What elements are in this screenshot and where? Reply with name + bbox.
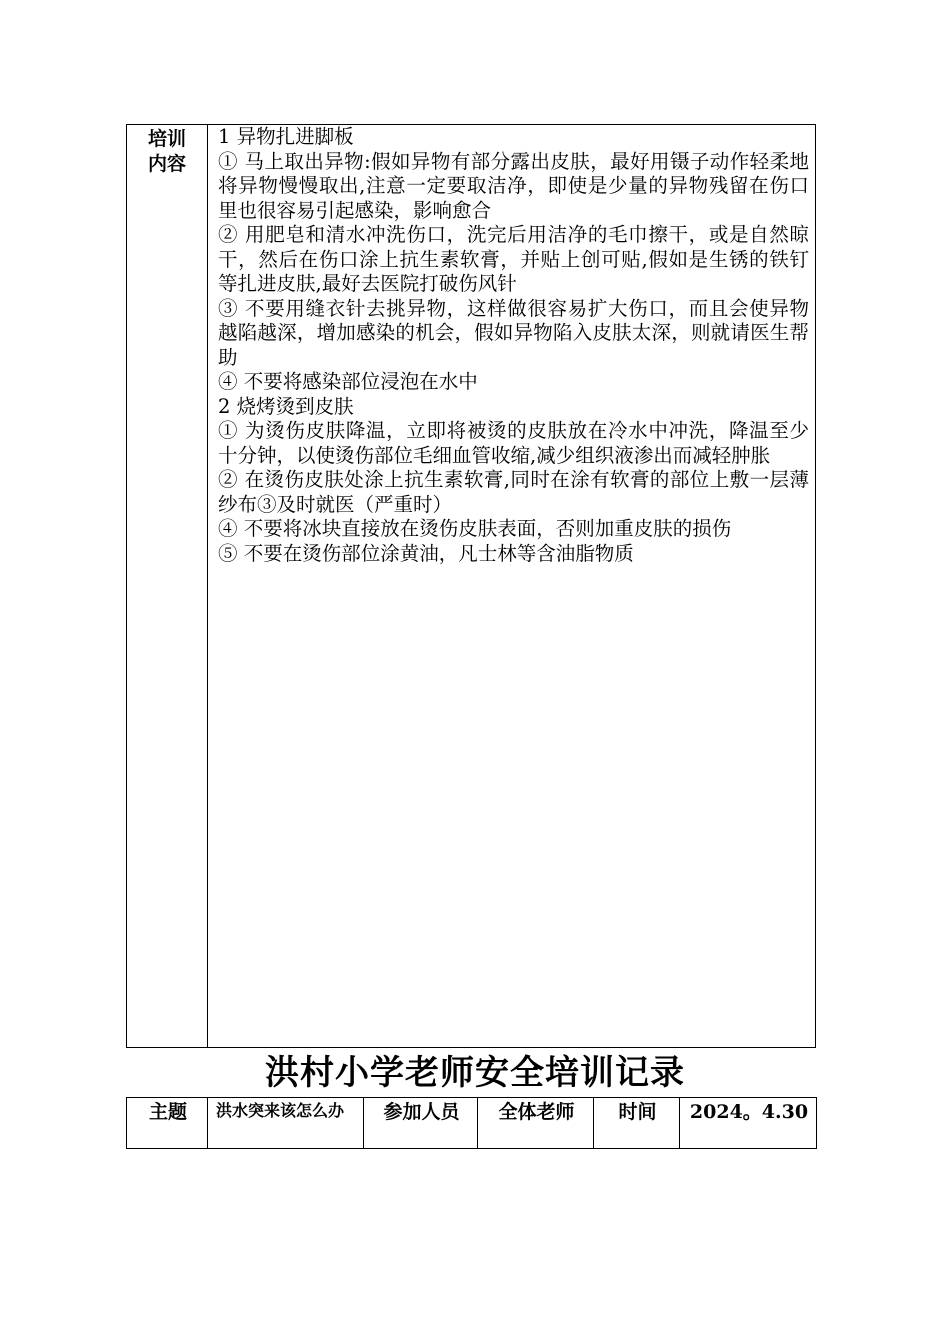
record-meta-table (126, 1097, 817, 1149)
content-paragraph: ② 用肥皂和清水冲洗伤口，洗完后用洁净的毛巾擦干，或是自然晾干，然后在伤口涂上抗生素软膏，并贴上创可贴,假如是生锈的铁钉等扎进皮肤,最好去医院打破伤风针 (218, 223, 809, 295)
content-paragraph: ③ 不要用缝衣针去挑异物，这样做很容易扩大伤口，而且会使异物越陷越深，增加感染的机会，假如异物陷入皮肤太深，则就请医生帮助 (218, 296, 809, 369)
content-paragraph: 1 异物扎进脚板 (218, 125, 354, 148)
content-paragraph: ⑤ 不要在烫伤部位涂黄油，凡士林等含油脂物质 (218, 541, 634, 565)
theme-value: 洪水突来该怎么办 (208, 1098, 364, 1149)
content-paragraph: ④ 不要将冰块直接放在烫伤皮肤表面，否则加重皮肤的损伤 (218, 517, 732, 540)
content-paragraph: 2 烧烤烫到皮肤 (218, 394, 354, 418)
content-paragraph: ① 为烫伤皮肤降温，立即将被烫的皮肤放在冷水中冲洗，降温至少十分钟，以使烫伤部位毛细血管收缩,减少组织液渗出而减轻肿胀 (218, 419, 809, 467)
participants-label: 参加人员 (364, 1098, 478, 1149)
time-label: 时间 (594, 1098, 680, 1149)
record-title: 洪村小学老师安全培训记录 (265, 1053, 685, 1093)
label-line-2: 内容 (147, 153, 186, 175)
training-content-table (126, 124, 816, 1048)
content-paragraph: ④ 不要将感染部位浸泡在水中 (218, 370, 478, 393)
participants-value: 全体老师 (478, 1098, 594, 1149)
label-line-1: 培训 (147, 128, 186, 150)
theme-label: 主题 (127, 1098, 208, 1149)
training-content-body (208, 125, 816, 1048)
training-content-label (127, 125, 208, 1048)
content-paragraph: ② 在烫伤皮肤处涂上抗生素软膏,同时在涂有软膏的部位上敷一层薄纱布③及时就医（严重时） (218, 468, 809, 516)
time-value: 2024。4.30 (680, 1098, 817, 1149)
content-paragraph: ① 马上取出异物:假如异物有部分露出皮肤，最好用镊子动作轻柔地将异物慢慢取出,注意一定要取洁净，即使是少量的异物残留在伤口里也很容易引起感染，影响愈合 (218, 149, 809, 222)
